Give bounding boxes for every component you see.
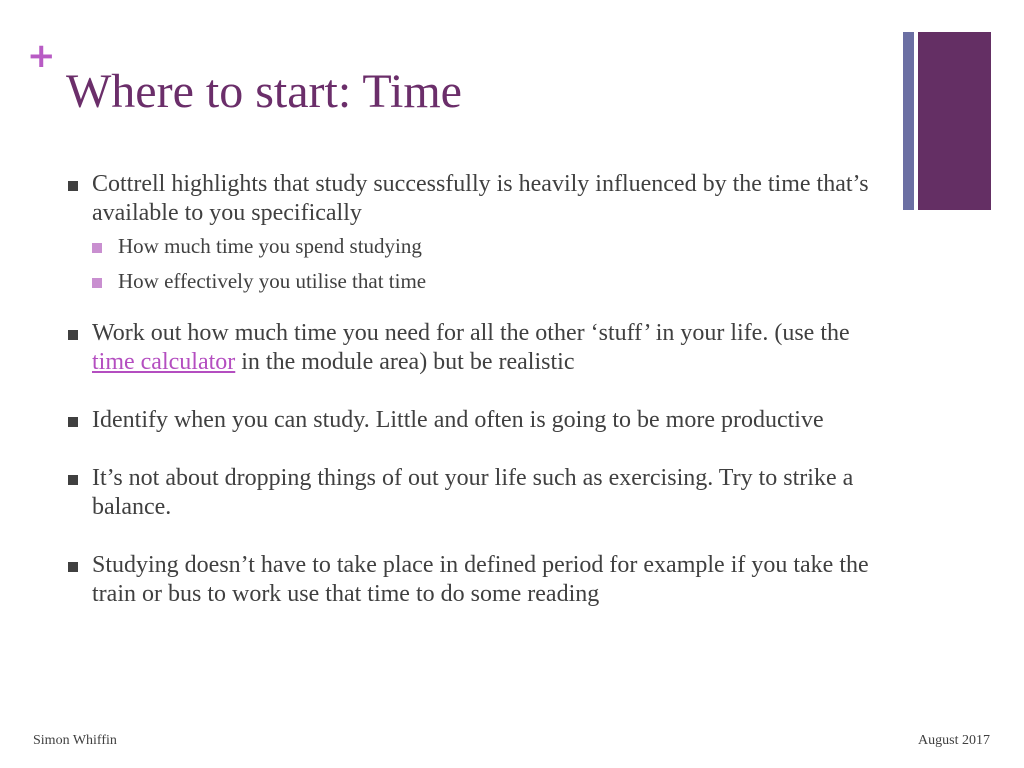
bullet-text: It’s not about dropping things of out your life such as exercising. Try to strike a balance. [92,465,854,520]
sub-bullet-item [68,234,898,258]
square-sub-bullet-icon [92,243,102,253]
bullet-text: Cottrell highlights that study successfully is heavily influenced by the time that’s available to you specifically [92,171,869,226]
accent-bar-thin [903,32,914,210]
bullet-text-after-link: in the module area) but be realistic [235,349,575,375]
bullet-text-before-link: Work out how much time you need for all the other ‘stuff’ in your life. (use the [92,320,850,346]
bullet-item [68,319,898,377]
bullet-item [68,551,898,609]
square-bullet-icon [68,417,78,427]
accent-bar-thick [918,32,991,210]
sub-bullet-list [68,234,898,293]
square-bullet-icon [68,330,78,340]
sub-bullet-item [68,269,898,293]
slide-title: Where to start: Time [66,65,462,118]
footer-date: August 2017 [918,733,990,748]
bullet-item [68,406,898,435]
square-bullet-icon [68,562,78,572]
sub-bullet-text: How effectively you utilise that time [118,269,427,293]
time-calculator-link[interactable]: time calculator [92,349,236,375]
footer-author: Simon Whiffin [33,733,117,748]
bullet-list [68,170,898,638]
sub-bullet-text: How much time you spend studying [118,234,422,258]
bullet-text: Identify when you can study. Little and often is going to be more productive [92,407,824,433]
bullet-item [68,170,898,228]
square-bullet-icon [68,181,78,191]
square-sub-bullet-icon [92,278,102,288]
square-bullet-icon [68,475,78,485]
bullet-item [68,464,898,522]
bullet-text: Studying doesn’t have to take place in defined period for example if you take the train or bus to work use that time to do some reading [92,552,869,607]
plus-icon: + [27,36,56,76]
